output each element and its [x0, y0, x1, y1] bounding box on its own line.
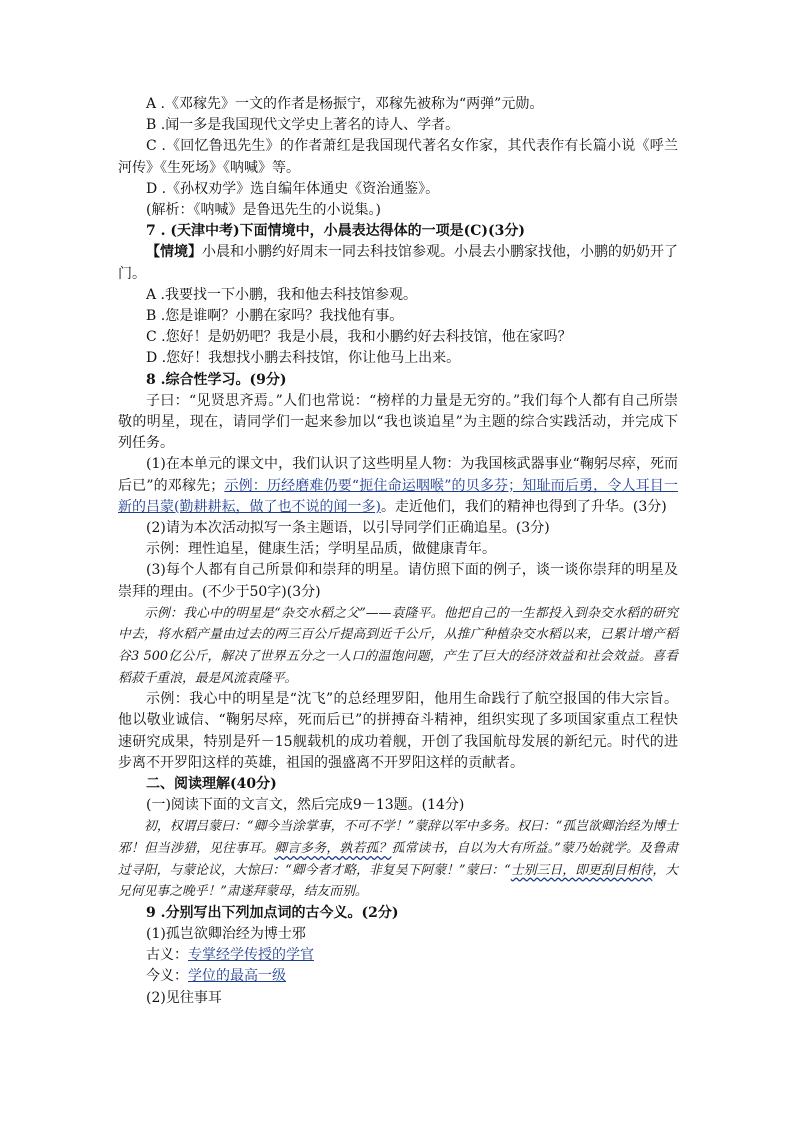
q7-option-c: C .您好！是奶奶吧？我是小晨，我和小鹏约好去科技馆，他在家吗？	[146, 329, 572, 346]
q7-stem: 7 . (天津中考)下面情境中，小晨表达得体的一项是(C)(3分)	[146, 223, 525, 240]
old-meaning-label: 古义：	[146, 947, 188, 964]
passage-part-c: ，大兄何见事之晚乎！”肃遂拜蒙母，结友而别。	[118, 862, 679, 900]
old-meaning-answer: 专掌经学传授的学官	[188, 947, 314, 964]
q7-option-b: B .您是谁啊？小鹏在家吗？我找他有事。	[146, 308, 404, 325]
q8-part1-text: (1)在本单元的课文中，我们认识了这些明星人物：为我国核武器事业“鞠躬尽瘁，死而后已”的邓稼先；	[118, 456, 678, 494]
subsection-title: (一)阅读下面的文言文，然后完成9－13题。(14分)	[146, 797, 465, 814]
q6-option-a: A .《邓稼先》一文的作者是杨振宁，邓稼先被称为“两弹”元勋。	[146, 96, 544, 112]
passage-part-b: 孤常读书，自以为大有所益。”蒙乃始就学。及鲁肃过寻阳，与蒙论议，大惊曰：“卿今者才略，非复吴下阿蒙！”蒙曰：“	[118, 841, 679, 878]
new-meaning-label: 今义：	[146, 968, 188, 985]
q9-item2: (2)见往事耳	[146, 989, 222, 1006]
context-tag: 【情境】	[146, 244, 202, 261]
q8-stem: 8 .综合性学习。(9分)	[146, 371, 287, 388]
q6-option-c: C .《回忆鲁迅先生》的作者萧红是我国现代著名女作家，其代表作有长篇小说《呼兰河传》《生死场》《呐喊》等。	[118, 138, 678, 176]
new-meaning-answer: 学位的最高一级	[188, 968, 286, 985]
q9-new-meaning	[118, 966, 678, 987]
q8-intro: 子曰：“见贤思齐焉。”人们也常说：“榜样的力量是无穷的。”我们每个人都有自己所崇敬的明星，现在，请同学们一起来参加以“我也谈追星”为主题的综合实践活动，并完成下列任务。	[118, 392, 678, 452]
q6-option-b: B .闻一多是我国现代文学史上著名的诗人、学者。	[146, 117, 460, 134]
q8-part1-tail: 。走近他们，我们的精神也得到了升华。(3分)	[380, 498, 667, 515]
q9-old-meaning	[118, 945, 678, 966]
q9-stem: 9 .分别写出下列加点词的古今义。(2分)	[146, 904, 399, 921]
q9-item1: (1)孤岂欲卿治经为博士邪	[146, 926, 306, 943]
q6-analysis: (解析：《呐喊》是鲁迅先生的小说集。)	[146, 202, 381, 219]
context-text: 小晨和小鹏约好周末一同去科技馆参观。小晨去小鹏家找他，小鹏的奶奶开了门。	[118, 244, 678, 282]
passage-underlined-1: 卿言多务，孰若孤？	[274, 841, 392, 857]
section-title: 二、阅读理解(40分)	[146, 776, 277, 793]
q8-part3-answer: 示例：我心中的明星是“沈飞”的总经理罗阳，他用生命践行了航空报国的伟大宗旨。他以敬业诚信、“鞠躬尽瘁，死而后已”的拼搏奋斗精神，组织实现了多项国家重点工程快速研究成果，特别是歼－15舰载机的成功着舰，开创了我国航母发展的新纪元。时代的进步离不开罗阳这样的英雄，祖国的强盛离不开罗阳这样的贡献者。	[118, 691, 678, 771]
q8-part3: (3)每个人都有自己所景仰和崇拜的明星。请仿照下面的例子，谈一谈你崇拜的明星及崇拜的理由。(不少于50字)(3分)	[118, 562, 678, 600]
passage-underlined-2: 士别三日，即更刮目相待	[510, 862, 653, 878]
q8-part1	[118, 454, 678, 518]
q7-option-d: D .您好！我想找小鹏去科技馆，你让他马上出来。	[146, 350, 461, 367]
page-content	[118, 94, 678, 1009]
q8-part2-answer: 示例：理性追星，健康生活；学明星品质，做健康青年。	[146, 541, 496, 558]
q7-option-a: A .我要找一下小鹏，我和他去科技馆参观。	[146, 286, 418, 303]
q6-option-d: D .《孙权劝学》选自编年体通史《资治通鉴》。	[146, 180, 440, 197]
passage-part-a: 初，权谓吕蒙曰：“卿今当涂掌事，不可不学！”蒙辞以军中多务。权曰：“孤岂欲卿治经为博士邪！但当涉猎，见往事耳。	[118, 819, 678, 857]
q8-part1-answer: 示例：历经磨难仍要“扼住命运咽喉”的贝多芬；知耻而后勇，令人耳目一新的吕蒙(勤耕耕耘，做了也不说的闻一多)	[118, 477, 678, 515]
q7-context	[118, 242, 678, 284]
q8-part2: (2)请为本次活动拟写一条主题语，以引导同学们正确追星。(3分)	[146, 520, 550, 537]
q8-example: 示例：我心中的明星是“杂交水稻之父”——袁隆平。他把自己的一生都投入到杂交水稻的研究中去，将水稻产量由过去的两三百公斤提高到近千公斤，从推广种植杂交水稻以来，已累计增产稻谷3 500亿公斤，解决了世界五分之一人口的温饱问题，产生了巨大的经济效益和社会效益。喜看稻菽千重浪，最是风流袁隆平。	[118, 605, 678, 686]
classical-passage	[118, 816, 678, 902]
